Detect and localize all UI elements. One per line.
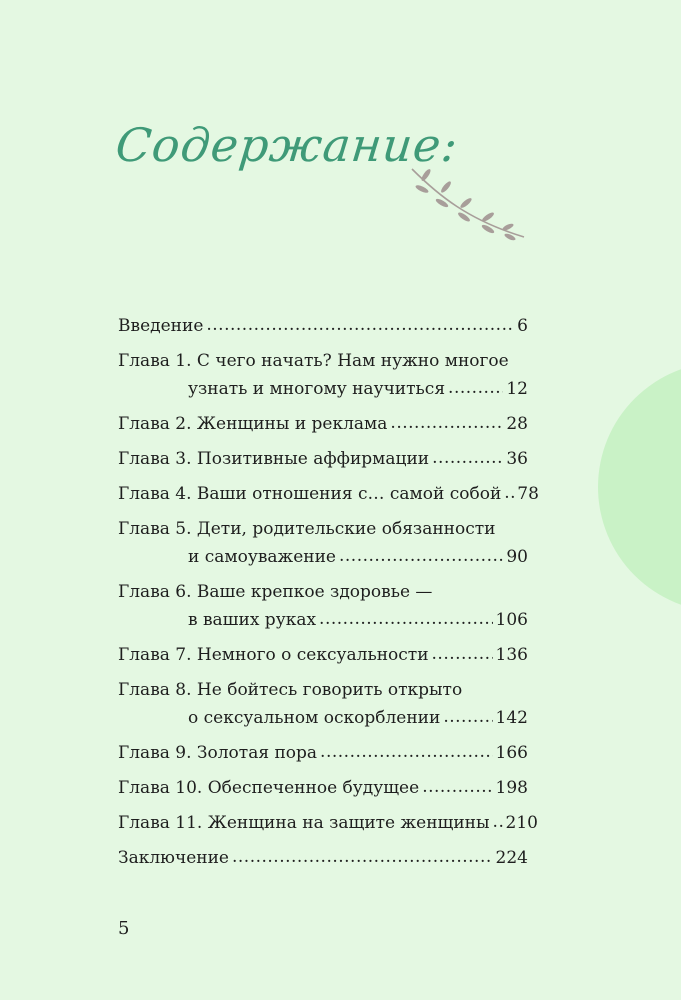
- toc-entry-title: Глава 9. Золотая пора: [118, 743, 318, 763]
- toc-entry: [118, 578, 528, 606]
- toc-entry-continuation: [118, 606, 528, 634]
- toc-entry-page: 198: [495, 778, 528, 798]
- toc-entry: [118, 312, 528, 340]
- toc-entry: [118, 515, 528, 543]
- toc-entry-page: 166: [495, 743, 528, 763]
- toc-entry: [118, 445, 528, 473]
- toc-entry-page: 6: [517, 316, 528, 336]
- toc-entry-title: Глава 5. Дети, родительские обязанности: [118, 519, 496, 539]
- toc-entry: [118, 809, 538, 837]
- toc-entry-page: 210: [505, 813, 538, 833]
- toc-entry-title-line2: в ваших руках: [188, 610, 317, 630]
- page-title: Содержание:: [113, 118, 461, 172]
- leaf-sprig-icon: [408, 165, 528, 245]
- toc-entry-title: Глава 10. Обеспеченное будущее: [118, 778, 420, 798]
- toc-entry: [118, 844, 528, 872]
- toc-leader-dots: [206, 311, 514, 339]
- toc-entry-page: 106: [495, 610, 528, 630]
- toc-entry-title-line2: узнать и многому научиться: [188, 379, 446, 399]
- toc-leader-dots: [320, 738, 493, 766]
- toc-entry: [118, 774, 528, 802]
- toc-leader-dots: [422, 773, 492, 801]
- decorative-circle: [598, 362, 681, 612]
- toc-entry-title: Глава 6. Ваше крепкое здоровье —: [118, 582, 433, 602]
- toc-entry-page: 142: [495, 708, 528, 728]
- toc-entry-page: 90: [506, 547, 528, 567]
- toc-leader-dots: [493, 808, 503, 836]
- toc-entry-continuation: [118, 704, 528, 732]
- toc-entry-title: Глава 11. Женщина на защите женщины: [118, 813, 490, 833]
- toc-entry-page: 224: [495, 848, 528, 868]
- toc-entry-page: 136: [495, 645, 528, 665]
- toc-leader-dots: [432, 640, 493, 668]
- toc-leader-dots: [432, 444, 503, 472]
- toc-entry: [118, 641, 528, 669]
- toc-entry-page: 28: [506, 414, 528, 434]
- toc-entry-page: 78: [517, 484, 539, 504]
- toc-entry: [118, 410, 528, 438]
- toc-entry-title: Глава 8. Не бойтесь говорить открыто: [118, 680, 463, 700]
- toc-entry-continuation: [118, 375, 528, 403]
- toc-entry-title: Глава 7. Немного о сексуальности: [118, 645, 429, 665]
- toc-entry-title: Глава 3. Позитивные аффирмации: [118, 449, 430, 469]
- toc-entry-page: 12: [506, 379, 528, 399]
- toc-leader-dots: [319, 605, 493, 633]
- toc-entry: [118, 480, 539, 508]
- toc-entry: [118, 676, 528, 704]
- toc-entry-page: 36: [506, 449, 528, 469]
- toc-entry-title-line2: и самоуважение: [188, 547, 336, 567]
- toc-entry-title: Глава 1. С чего начать? Нам нужно многое: [118, 351, 509, 371]
- toc-entry-continuation: [118, 543, 528, 571]
- toc-leader-dots: [339, 542, 503, 570]
- toc-entry-title-line2: о сексуальном оскорблении: [188, 708, 441, 728]
- table-of-contents: [118, 312, 539, 872]
- toc-leader-dots: [504, 479, 514, 507]
- toc-leader-dots: [443, 703, 492, 731]
- toc-entry-title: Глава 4. Ваши отношения с… самой собой: [118, 484, 502, 504]
- toc-leader-dots: [448, 374, 503, 402]
- toc-entry: [118, 347, 528, 375]
- toc-entry-title: Заключение: [118, 848, 229, 868]
- toc-entry: [118, 739, 528, 767]
- page-number: 5: [118, 918, 130, 939]
- toc-leader-dots: [390, 409, 503, 437]
- toc-entry-title: Глава 2. Женщины и реклама: [118, 414, 388, 434]
- toc-entry-title: Введение: [118, 316, 204, 336]
- toc-leader-dots: [232, 843, 493, 871]
